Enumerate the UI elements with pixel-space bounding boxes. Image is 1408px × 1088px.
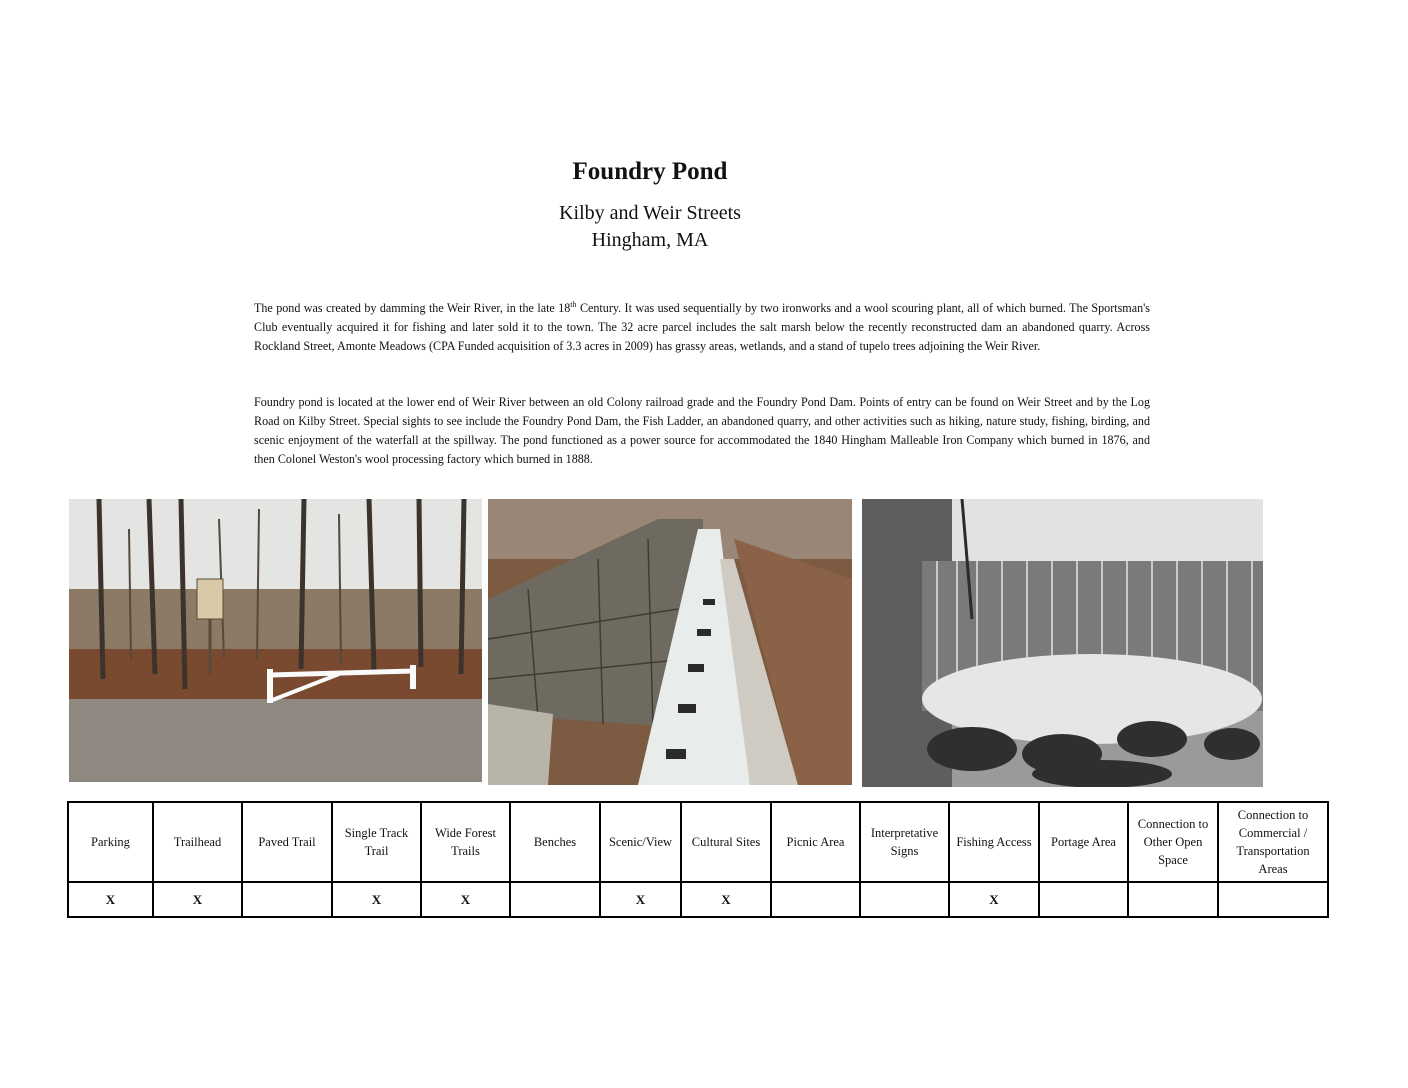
amenities-value-row <box>68 882 1328 917</box>
waterfall-photo <box>862 499 1263 787</box>
amenity-header: Connection to Commercial / Transportation Areas <box>1218 802 1328 882</box>
address-city: Hingham, MA <box>591 229 709 251</box>
amenity-value <box>1218 882 1328 917</box>
amenity-value: X <box>600 882 681 917</box>
ordinal-superscript: th <box>570 299 577 309</box>
amenity-value <box>510 882 600 917</box>
amenity-header: Picnic Area <box>771 802 860 882</box>
amenity-header: Scenic/View <box>600 802 681 882</box>
description-text: The pond was created by damming the Weir River, in the late 18 <box>254 301 571 315</box>
amenity-header: Wide Forest Trails <box>421 802 510 882</box>
amenity-header: Trailhead <box>153 802 242 882</box>
amenity-value: X <box>332 882 421 917</box>
amenity-value: X <box>681 882 771 917</box>
amenity-value <box>771 882 860 917</box>
amenity-header: Cultural Sites <box>681 802 771 882</box>
amenity-header: Benches <box>510 802 600 882</box>
amenity-value: X <box>68 882 153 917</box>
description-paragraph-2: Foundry pond is located at the lower end of Weir River between an old Colony railroad grade and the Foundry Pond Dam. Points of entry can be found on Weir Street and by the Log Road on Kilby Street. Special sights to see include the Foundry Pond Dam, the Fish Ladder, an abandoned quarry, and other activities such as hiking, nature study, fishing, birding, and scenic enjoyment of the waterfall at the spillway. The pond functioned as a power source for accommodated the 1840 Hingham Malleable Iron Company which burned in 1876, and then Colonel Weston's wool processing factory which burned in 1888. <box>254 395 1150 466</box>
trailhead-photo <box>69 499 482 782</box>
description-paragraph-1 <box>254 299 1150 356</box>
address-street: Kilby and Weir Streets <box>559 202 741 224</box>
amenity-header: Fishing Access <box>949 802 1039 882</box>
amenity-value: X <box>421 882 510 917</box>
amenity-value <box>242 882 332 917</box>
amenity-value: X <box>153 882 242 917</box>
amenity-value <box>1039 882 1128 917</box>
amenity-header: Parking <box>68 802 153 882</box>
amenity-header: Connection to Other Open Space <box>1128 802 1218 882</box>
amenities-table <box>67 801 1329 918</box>
amenity-header: Paved Trail <box>242 802 332 882</box>
amenities-header-row <box>68 802 1328 882</box>
amenity-header: Single Track Trail <box>332 802 421 882</box>
fish-ladder-photo <box>488 499 852 785</box>
amenity-value <box>860 882 949 917</box>
description-text: Century. It was used sequentially by two ironworks and a wool scouring plant, all of which burned. The Sportsman's Club eventually acquired it for fishing and later sold it to the town. The 32 acre parcel includes the salt marsh below the recently reconstructed dam an abandoned quarry. Across Rockland Street, Amonte Meadows (CPA Funded acquisition of 3.3 acres in 2009) has grassy areas, wetlands, and a stand of tupelo trees adjoining the Weir River. <box>254 301 1150 353</box>
amenity-value: X <box>949 882 1039 917</box>
page-title: Foundry Pond <box>572 158 728 185</box>
amenity-value <box>1128 882 1218 917</box>
amenity-header: Portage Area <box>1039 802 1128 882</box>
amenity-header: Interpretative Signs <box>860 802 949 882</box>
